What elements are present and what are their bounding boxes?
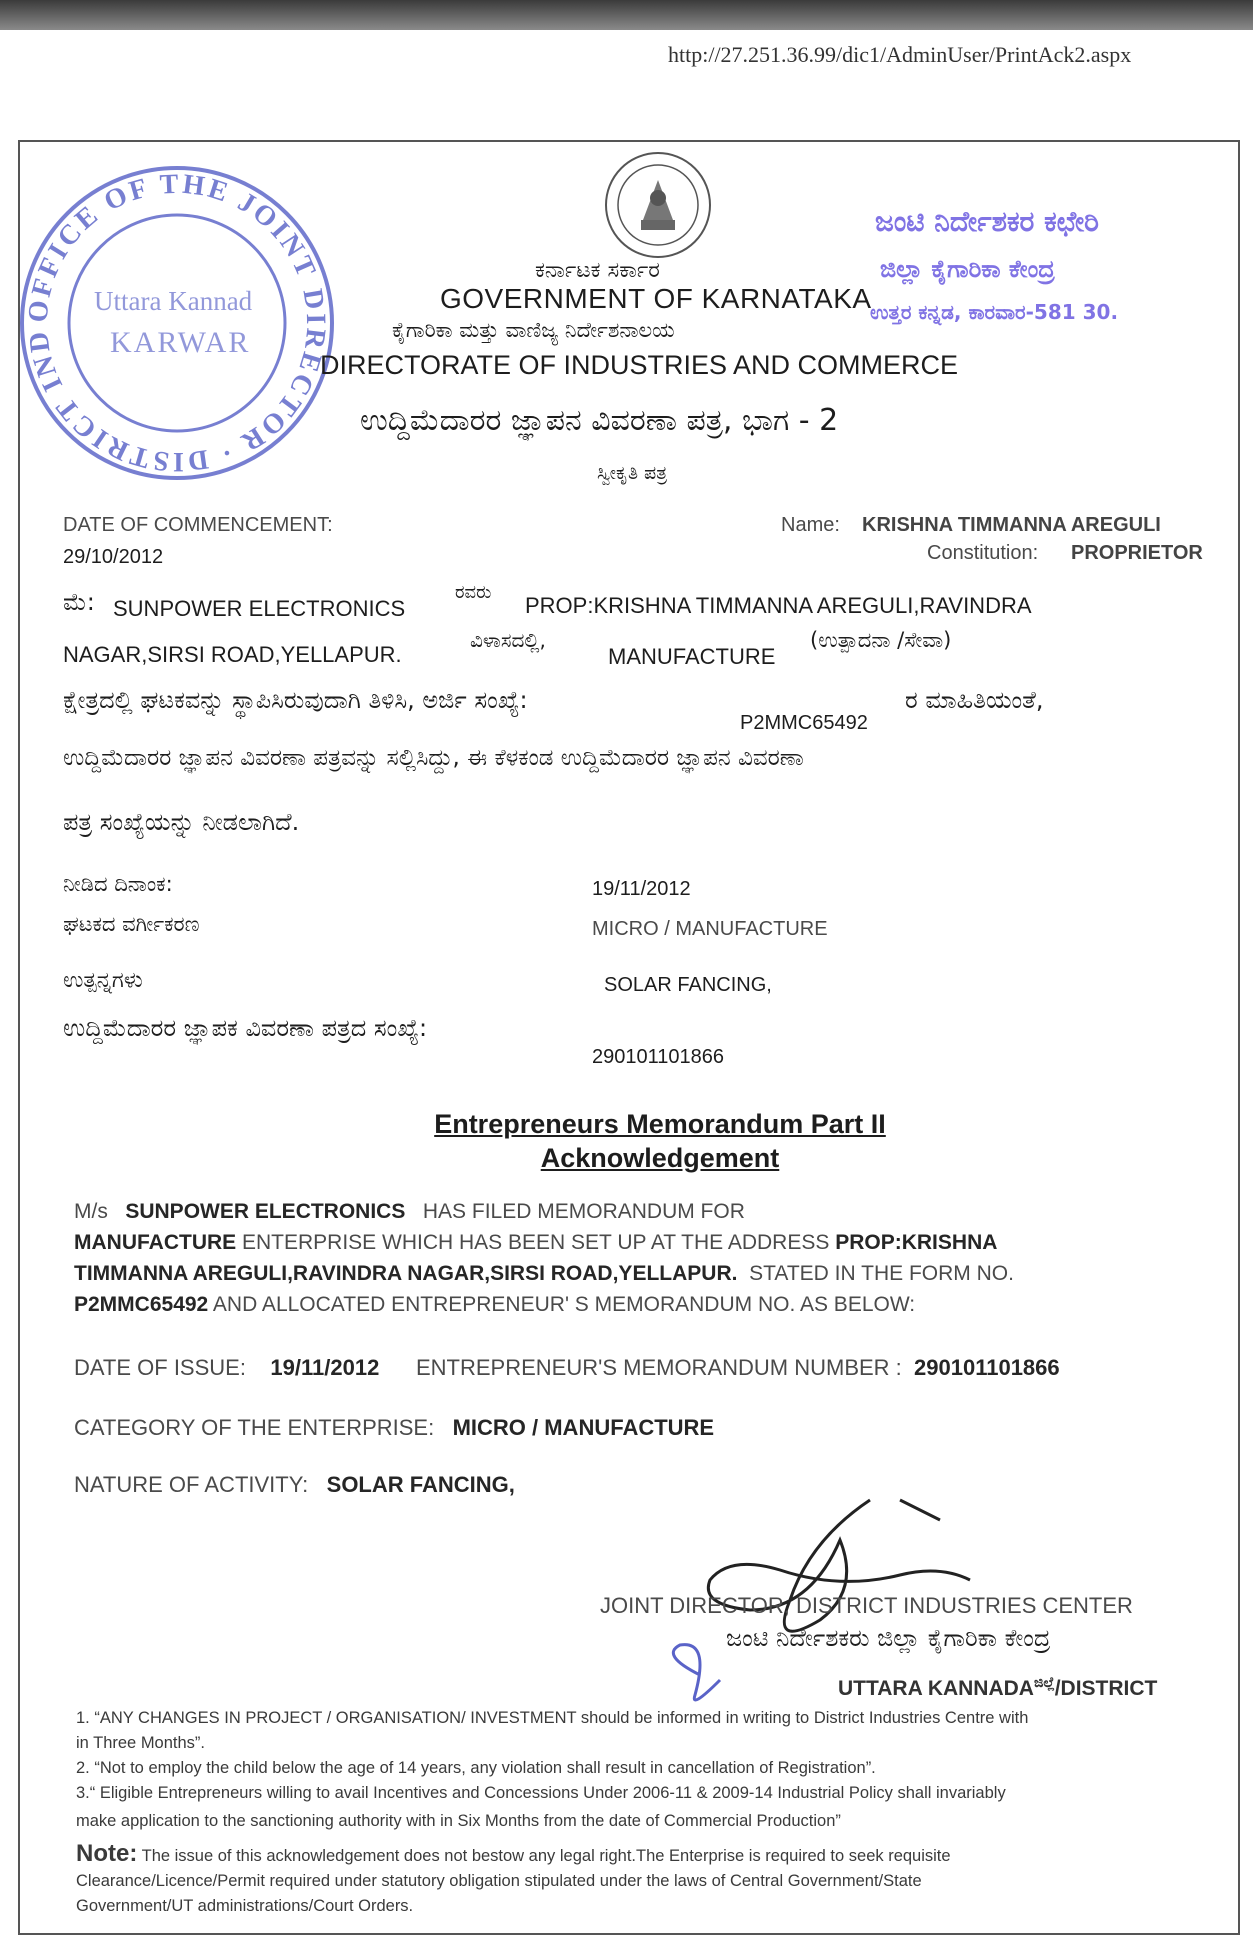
body-line-5-kn: ಪತ್ರ ಸಂಖ್ಯೆಯನ್ನು ನೀಡಲಾಗಿದೆ. [63,808,300,836]
note-1-cont: in Three Months”. [76,1734,206,1752]
gov-title-kn: ಕರ್ನಾಟಕ ಸರ್ಕಾರ [535,258,660,283]
body-line-3-end-kn: ರ ಮಾಹಿತಿಯಂತೆ, [905,686,1044,714]
enterprise-text: ENTERPRISE WHICH HAS BEEN SET UP AT THE ADDRESS [242,1231,830,1254]
browser-top-bar [0,0,1253,30]
issue-date-label-kn: ನೀಡಿದ ದಿನಾಂಕ: [63,872,173,896]
seal-line-1: Uttara Kannad [94,286,253,316]
name-label: Name: [781,514,840,536]
issue-date-value-kn-section: 19/11/2012 [592,878,691,900]
directorate-title-kn: ಕೈಗಾರಿಕಾ ಮತ್ತು ವಾಣಿಜ್ಯ ನಿರ್ದೇಶನಾಲಯ [392,318,675,342]
page-url: http://27.251.36.99/dic1/AdminUser/PrintAck2.aspx [668,42,1132,67]
ravaru-kn: ರವರು [455,582,492,603]
memo-number-value-kn-section: 290101101866 [592,1046,724,1068]
address-en-2: TIMMANNA AREGULI,RAVINDRA NAGAR,SIRSI ROAD,YELLAPUR. [74,1262,738,1285]
note-line-2: Clearance/Licence/Permit required under statutory obligation stipulated under the laws of Central Government/State [76,1872,922,1890]
classification-value: MICRO / MANUFACTURE [592,918,828,940]
vilasadalli-kn: ವಿಳಾಸದಲ್ಲಿ, [470,628,546,652]
district-office-round-seal [12,158,342,488]
karnataka-emblem-icon [603,150,713,260]
note-1: 1. “ANY CHANGES IN PROJECT / ORGANISATION/ INVESTMENT should be informed in writing to District Industries Centre with [76,1709,1029,1727]
filed-text: HAS FILED MEMORANDUM FOR [422,1200,745,1223]
issue-date-label: DATE OF ISSUE: [74,1355,246,1380]
address-line-1: PROP:KRISHNA TIMMANNA AREGULI,RAVINDRA [525,593,1032,618]
note-2: 2. “Not to employ the child below the age of 14 years, any violation shall result in cancellation of Registration”. [76,1759,876,1777]
application-number: P2MMC65492 [740,712,868,734]
signatory-title: JOINT DIRECTOR, DISTRICT INDUSTRIES CENTER [600,1593,1133,1618]
ms-kn: ಮೆ: [63,588,95,616]
ms-label: M/s [74,1200,108,1223]
seal-line-2: KARWAR [110,326,251,359]
ack-title-kn: ಸ್ವೀಕೃತಿ ಪತ್ರ [597,462,668,484]
stamp-kn-line-1: ಜಂಟಿ ನಿರ್ದೇಶಕರ ಕಛೇರಿ [875,205,1099,238]
issue-date-value: 19/11/2012 [270,1355,380,1380]
memo-number-label-kn: ಉದ್ದಿಮೆದಾರರ ಜ್ಞಾಪಕ ವಿವರಣಾ ಪತ್ರದ ಸಂಖ್ಯೆ: [63,1014,428,1042]
products-value: SOLAR FANCING, [604,974,772,996]
district-name: UTTARA KANNADA [838,1677,1034,1700]
gov-title: GOVERNMENT OF KARNATAKA [440,283,872,314]
constitution-value: PROPRIETOR [1071,542,1203,564]
body-line-4-kn: ಉದ್ದಿಮೆದಾರರ ಜ್ಞಾಪನ ವಿವರಣಾ ಪತ್ರವನ್ನು ಸಲ್ಲಿಸಿದ್ದು, ಈ ಕೆಳಕಂಡ ಉದ್ದಿಮೆದಾರರ ಜ್ಞಾಪನ ವಿವರಣಾ [63,745,804,771]
em-heading: Entrepreneurs Memorandum Part II [434,1109,886,1139]
category-value: MICRO / MANUFACTURE [452,1415,715,1440]
constitution-label: Constitution: [927,542,1039,564]
nature-label: NATURE OF ACTIVITY: [74,1472,309,1497]
district-kn: ಜಿಲ್ಲೆ [1033,1675,1055,1691]
stamp-kn-line-3: ಉತ್ತರ ಕನ್ನಡ, ಕಾರವಾರ-581 30. [870,300,1119,324]
note-3: 3.“ Eligible Entrepreneurs willing to avail Incentives and Concessions Under 2006-11 & 2009-14 Industrial Policy shall invariably [76,1784,1006,1802]
note-3-cont: make application to the sanctioning authority with in Six Months from the date of Commercial Production” [76,1812,841,1830]
stated-text: STATED IN THE FORM NO. [749,1262,1014,1285]
signatory-title-kn: ಜಂಟಿ ನಿರ್ದೇಶಕರು ಜಿಲ್ಲಾ ಕೈಗಾರಿಕಾ ಕೇಂದ್ರ [726,1624,1051,1652]
classification-label-kn: ಘಟಕದ ವರ್ಗೀಕರಣ [63,912,200,936]
note-line-3: Government/UT administrations/Court Orders. [76,1897,414,1915]
activity-type-kn: (ಉತ್ಪಾದನಾ /ಸೇವಾ) [810,628,952,652]
activity-en: MANUFACTURE [74,1231,237,1254]
nature-value: SOLAR FANCING, [326,1472,515,1497]
ack-heading: Acknowledgement [540,1143,780,1173]
directorate-title: DIRECTORATE OF INDUSTRIES AND COMMERCE [320,350,959,380]
seal-ring-icon [12,158,342,488]
form-number-en: P2MMC65492 [74,1293,209,1316]
commencement-date: 29/10/2012 [63,546,164,568]
memo-title-kn: ಉದ್ದಿಮೆದಾರರ ಜ್ಞಾಪನ ವಿವರಣಾ ಪತ್ರ, ಭಾಗ - 2 [360,403,839,438]
em-number-value: 290101101866 [914,1355,1060,1380]
note-label: Note: [76,1840,138,1867]
body-line-3-kn: ಕ್ಷೇತ್ರದಲ್ಲಿ ಘಟಕವನ್ನು ಸ್ಥಾಪಿಸಿರುವುದಾಗಿ ತಿಳಿಸಿ, ಅರ್ಜಿ ಸಂಖ್ಯೆ: [63,686,528,714]
category-label: CATEGORY OF THE ENTERPRISE: [74,1415,435,1440]
name-value: KRISHNA TIMMANNA AREGULI [862,514,1161,536]
firm-name-en: SUNPOWER ELECTRONICS [125,1200,406,1223]
address-line-2: NAGAR,SIRSI ROAD,YELLAPUR. [63,642,402,667]
em-number-label: ENTREPRENEUR'S MEMORANDUM NUMBER : [416,1355,902,1380]
activity-value: MANUFACTURE [608,644,776,669]
note-line-1: The issue of this acknowledgement does not bestow any legal right.The Enterprise is required to seek requisite [141,1847,951,1865]
commencement-label: DATE OF COMMENCEMENT: [63,514,333,536]
stamp-kn-line-2: ಜಿಲ್ಲಾ ಕೈಗಾರಿಕಾ ಕೇಂದ್ರ [880,255,1055,283]
products-label-kn: ಉತ್ಪನ್ನಗಳು [63,968,143,993]
seal-ring-text: OFFICE OF THE JOINT DIRECTOR · DISTRICT IND [22,168,332,478]
firm-name: SUNPOWER ELECTRONICS [113,596,406,621]
district-suffix: /DISTRICT [1054,1677,1158,1700]
allocated-text: AND ALLOCATED ENTREPRENEUR' S MEMORANDUM NO. AS BELOW: [212,1293,916,1316]
address-en-1: PROP:KRISHNA [835,1231,998,1254]
